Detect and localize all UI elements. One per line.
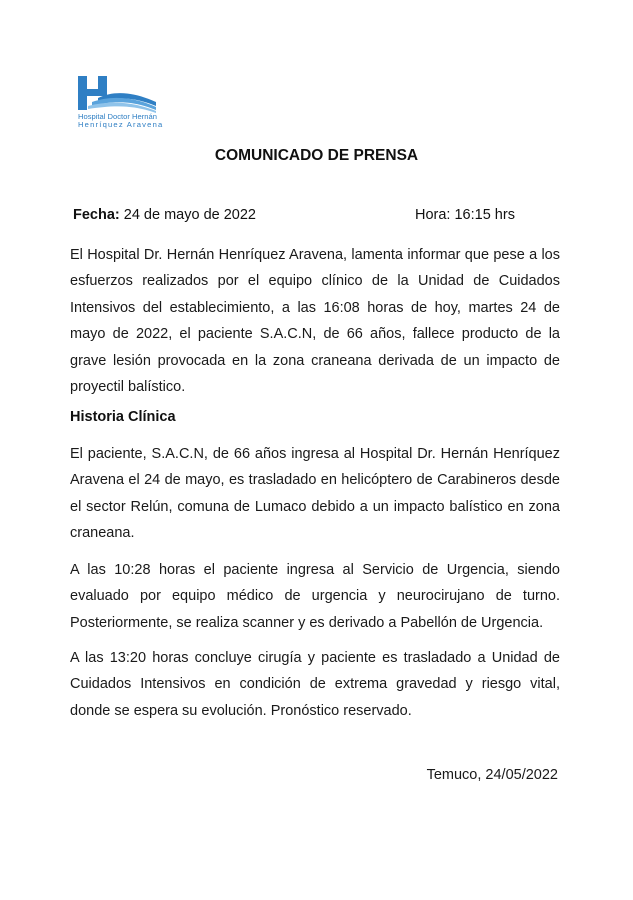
paragraph-intro: El Hospital Dr. Hernán Henríquez Aravena, lamenta informar que pese a los esfuerzos realizados por el equipo clínico de la Unidad de Cuidados Intensivos del establecimiento, a las 16:08 horas de hoy, martes 24 de mayo de 2022, el paciente S.A.C.N, de 66 años, fallece producto de la grave lesión provocada en la zona craneana derivada de un impacto de proyectil balístico. <box>70 247 560 396</box>
logo-text <box>78 113 168 130</box>
hospital-logo-mark <box>74 72 160 116</box>
logo-text-line1: Hospital Doctor Hernán <box>78 112 157 121</box>
date-time-row <box>73 207 553 223</box>
document-title: COMUNICADO DE PRENSA <box>214 147 419 164</box>
place-date-signoff: Temuco, 24/05/2022 <box>426 767 558 783</box>
date-label: Fecha: <box>73 207 120 223</box>
paragraph-historia: El paciente, S.A.C.N, de 66 años ingresa al Hospital Dr. Hernán Henríquez Aravena el 24 de mayo, es trasladado en helicóptero de Carabineros desde el sector Relún, comuna de Lumaco debido a un impacto balístico en zona craneana. <box>70 446 560 542</box>
date-value: 24 de mayo de 2022 <box>119 207 256 223</box>
paragraph-urgencia: A las 10:28 horas el paciente ingresa al Servicio de Urgencia, siendo evaluado por equipo médico de urgencia y neurocirujano de turno. Posteriormente, se realiza scanner y es derivado a Pabellón de Urgencia. <box>70 562 560 631</box>
logo-text-line2: Henríquez Aravena <box>78 120 164 130</box>
paragraph-uci: A las 13:20 horas concluye cirugía y paciente es trasladado a Unidad de Cuidados Intensivos en condición de extrema gravedad y riesgo vital, donde se espera su evolución. Pronóstico reservado. <box>70 650 560 719</box>
time-value: Hora: 16:15 hrs <box>415 207 515 223</box>
section-heading-historia: Historia Clínica <box>70 409 176 425</box>
